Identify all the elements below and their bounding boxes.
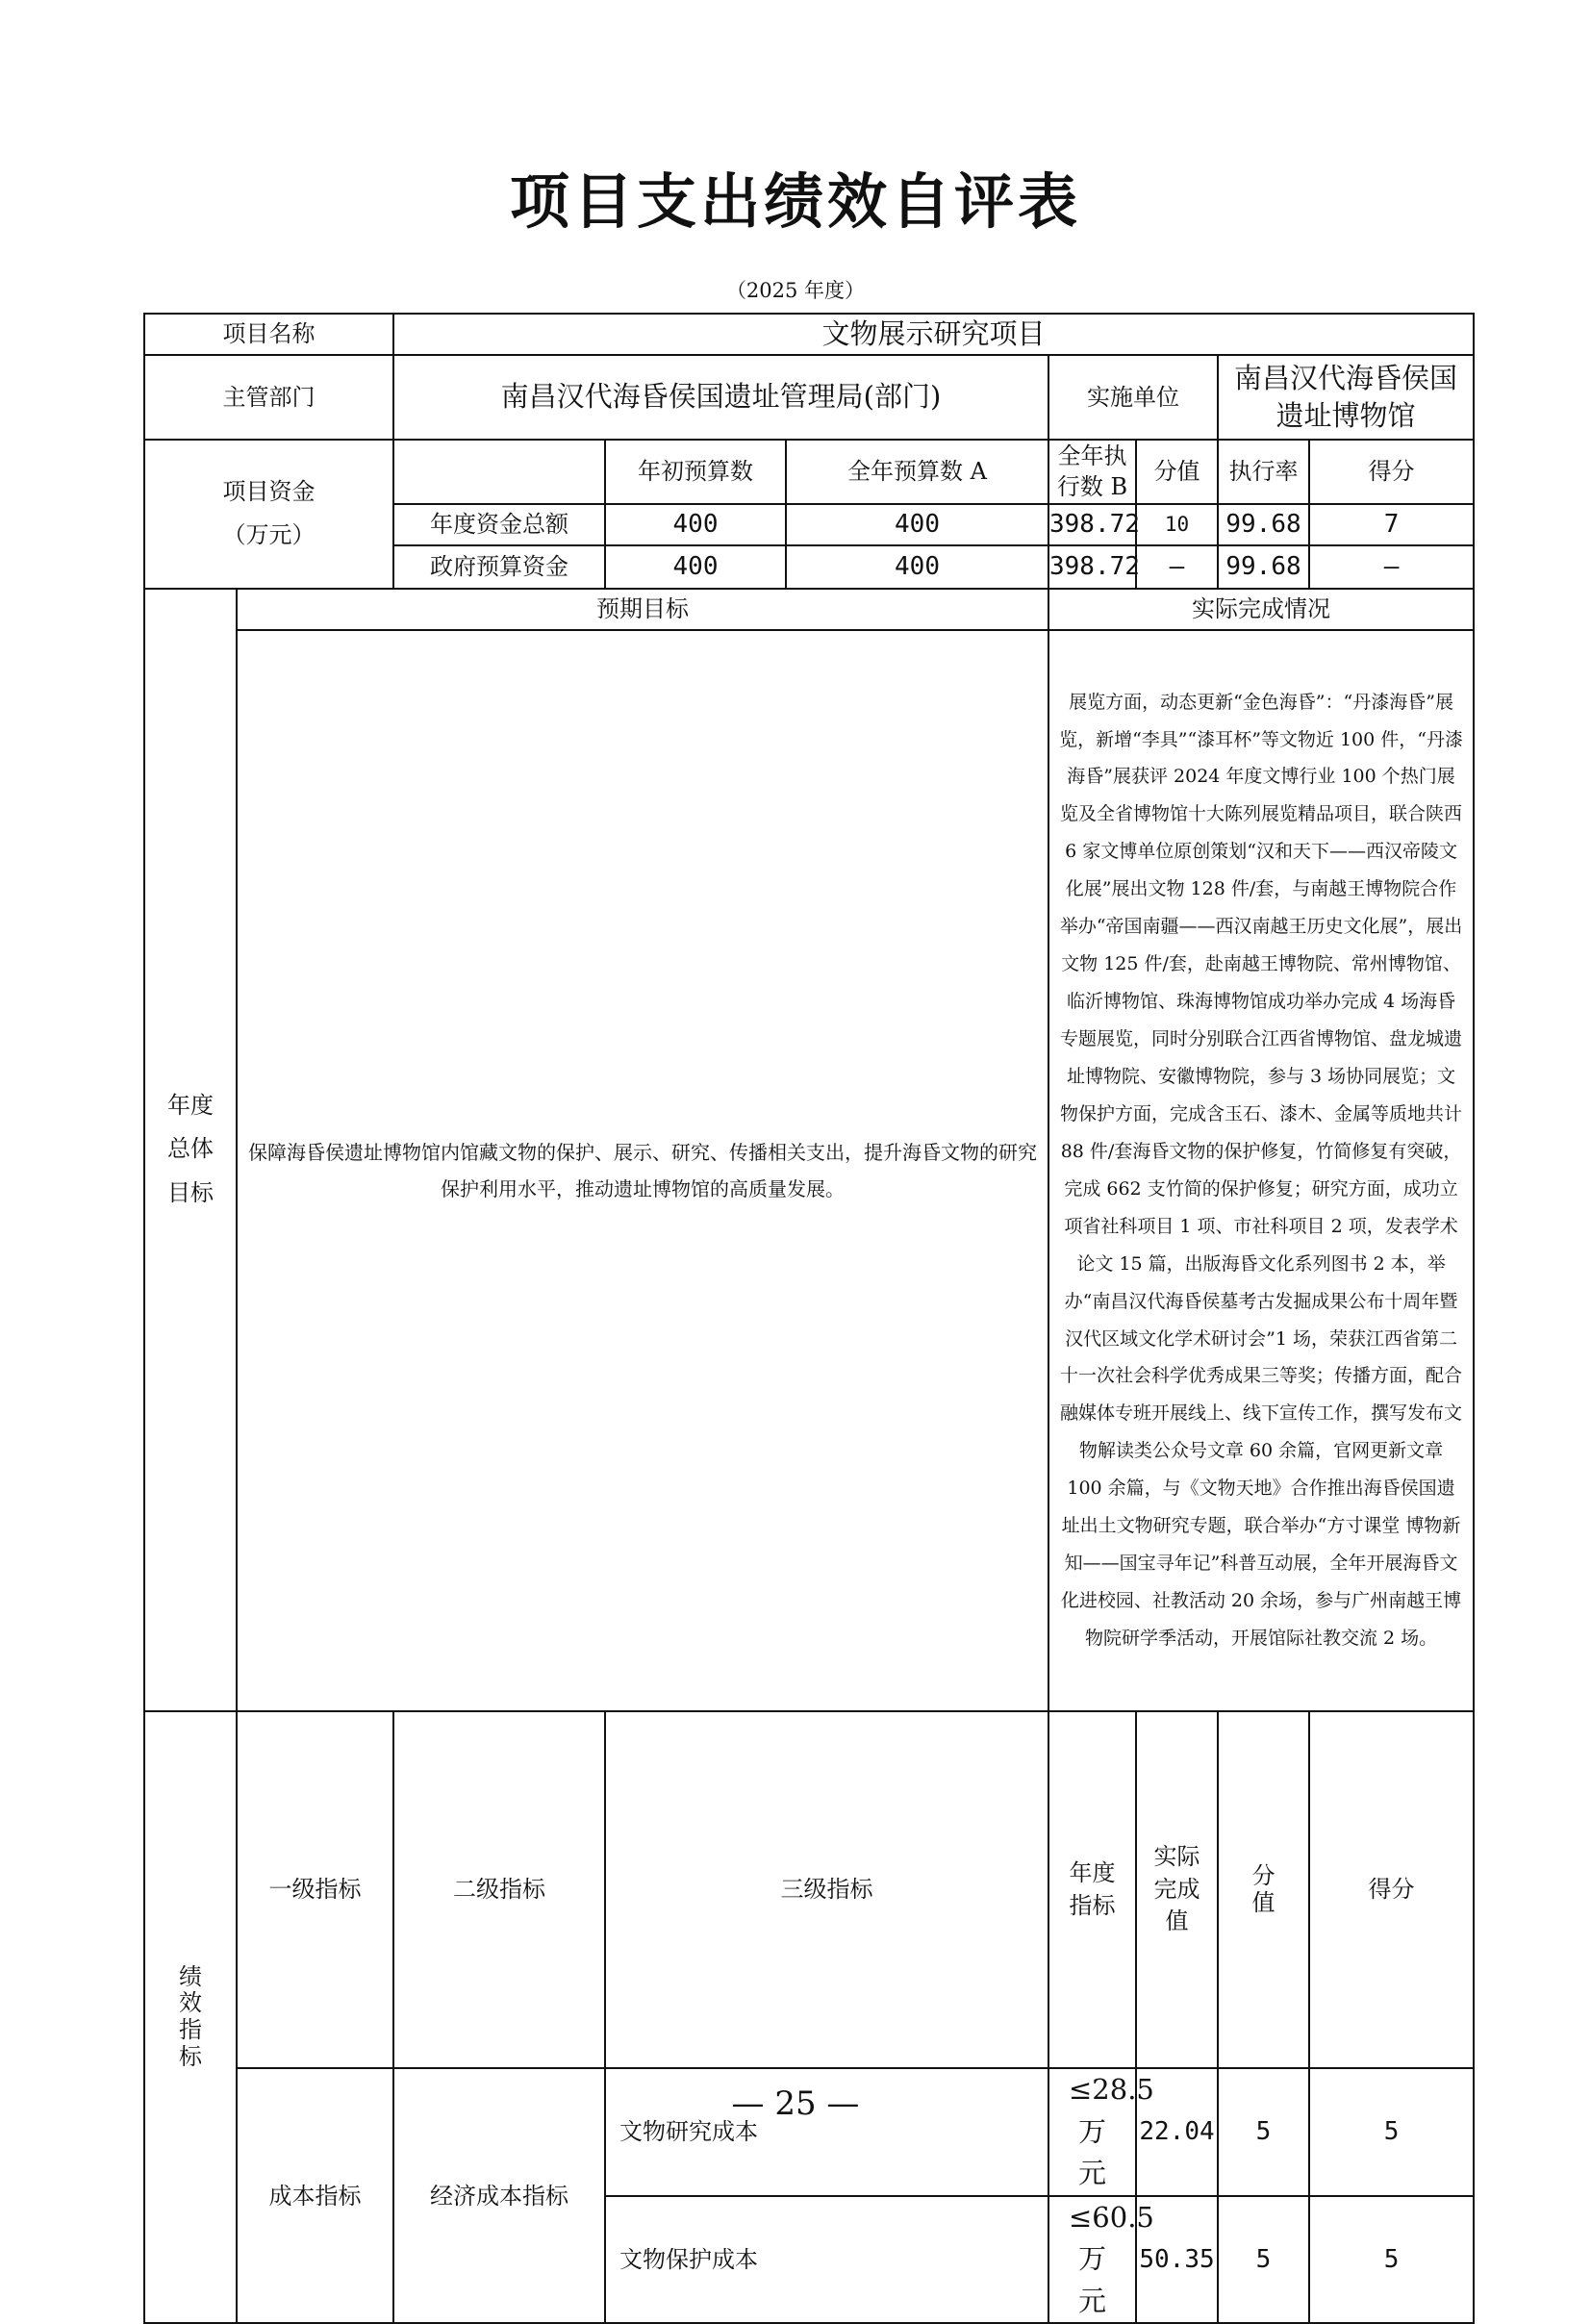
funds-header-score: 得分 (1309, 440, 1474, 504)
performance-table (143, 313, 1475, 2324)
funds-header-blank (393, 440, 605, 504)
indicator-header-level1: 一级指标 (237, 1711, 393, 2069)
funds-row-full: 400 (786, 545, 1048, 589)
indicator-score: 5 (1309, 2196, 1474, 2324)
page-number: — 25 — (731, 2084, 860, 2123)
dept-name: 南昌汉代海昏侯国遗址管理局(部门) (393, 355, 1048, 440)
dept-label: 主管部门 (144, 355, 393, 440)
indicator-target: ≤28.5万元 (1048, 2068, 1136, 2196)
funds-header-rate: 执行率 (1218, 440, 1309, 504)
funds-row-rate: 99.68 (1218, 504, 1309, 545)
indicator-target: ≤60.5万元 (1048, 2196, 1136, 2324)
funds-row-exec: 398.72 (1048, 504, 1136, 545)
actual-header: 实际完成情况 (1048, 589, 1474, 630)
indicator-header-row (144, 1711, 1474, 2069)
indicator-name: 文物研究成本 (605, 2068, 1048, 2196)
goals-header-row (144, 589, 1474, 630)
funds-row-exec: 398.72 (1048, 545, 1136, 589)
indicator-name: 文物保护成本 (605, 2196, 1048, 2324)
funds-row-score-val: — (1136, 545, 1218, 589)
indicator-header-score: 得分 (1309, 1711, 1474, 2069)
funds-label: 项目资金 (222, 477, 316, 505)
indicator-score: 5 (1309, 2068, 1474, 2196)
funds-row-label: 政府预算资金 (393, 545, 605, 589)
indicator-level2: 经济成本指标 (393, 2068, 605, 2323)
actual-result-text: 展览方面，动态更新“金色海昏”：“丹漆海昏”展览，新增“李具”“漆耳杯”等文物近 100 件，“丹漆海昏”展获评 2024 年度文博行业 100 个热门展览及全省博物馆十大陈列展览精品项目，联合陕西 6 家文博单位原创策划“汉和天下——西汉帝陵文化展”展出文物 128 件/套，与南越王博物院合作举办“帝国南疆——西汉南越王历史文化展”，展出文物 125 件/套，赴南越王博物院、常州博物馆、临沂博物馆、珠海博物馆成功举办完成 4 场海昏专题展览，同时分别联合江西省博物馆、盘龙城遗址博物院、安徽博物院，参与 3 场协同展览；文物保护方面，完成含玉石、漆木、金属等质地共计 88 件/套海昏文物的保护修复，竹简修复有突破，完成 662 支竹简的保护修复；研究方面，成功立项省社科项目 1 项、市社科项目 2 项，发表学术论文 15 篇，出版海昏文化系列图书 2 本，举办“南昌汉代海昏侯墓考古发掘成果公布十周年暨汉代区域文化学术研讨会”1 场，荣获江西省第二十一次社会科学优秀成果三等奖；传播方面，配合融媒体专班开展线上、线下宣传工作，撰写发布文物解读类公众号文章 60 余篇，官网更新文章 100 余篇，与《文物天地》合作推出海昏侯国遗址出土文物研究专题，联合举办“方寸课堂 博物新知——国宝寻年记”科普互动展，全年开展海昏文化进校园、社教活动 20 余场，参与广州南越王博物院研学季活动，开展馆际社教交流 2 场。 (1048, 630, 1474, 1711)
page-title: 项目支出绩效自评表 (509, 166, 1081, 237)
goals-side-label: 年度总体目标 (144, 589, 237, 1711)
expected-goal-text: 保障海昏侯遗址博物馆内馆藏文物的保护、展示、研究、传播相关支出，提升海昏文物的研究保护利用水平，推动遗址博物馆的高质量发展。 (237, 630, 1048, 1711)
unit-label: 实施单位 (1048, 355, 1218, 440)
indicator-score-val: 5 (1218, 2068, 1309, 2196)
funds-row-rate: 99.68 (1218, 545, 1309, 589)
indicator-actual: 22.04 (1136, 2068, 1218, 2196)
funds-row-score-val: 10 (1136, 504, 1218, 545)
funds-header-row (144, 440, 1474, 504)
expected-header: 预期目标 (237, 589, 1048, 630)
department-row (144, 355, 1474, 440)
indicator-header-level2: 二级指标 (393, 1711, 605, 2069)
project-name: 文物展示研究项目 (393, 314, 1474, 355)
funds-unit: （万元） (222, 521, 316, 549)
indicator-header-level3: 三级指标 (605, 1711, 1048, 2069)
indicator-header-target: 年度指标 (1048, 1711, 1136, 2069)
funds-header-full: 全年预算数 A (786, 440, 1048, 504)
funds-row-full: 400 (786, 504, 1048, 545)
indicator-header-score-val: 分值 (1218, 1711, 1309, 2069)
indicator-score-val: 5 (1218, 2196, 1309, 2324)
funds-row-init: 400 (605, 504, 786, 545)
goals-content-row (144, 630, 1474, 1711)
project-name-row (144, 314, 1474, 355)
funds-row-init: 400 (605, 545, 786, 589)
funds-header-exec: 全年执行数 B (1048, 440, 1136, 504)
funds-header-init: 年初预算数 (605, 440, 786, 504)
funds-row-label: 年度资金总额 (393, 504, 605, 545)
indicators-side-label: 绩效指标 (144, 1711, 237, 2324)
funds-label-cell (144, 440, 393, 589)
indicator-header-actual: 实际完成值 (1136, 1711, 1218, 2069)
funds-row-score: — (1309, 545, 1474, 589)
funds-header-score-val: 分值 (1136, 440, 1218, 504)
year-label: （2025 年度） (725, 279, 866, 302)
project-name-label: 项目名称 (144, 314, 393, 355)
indicator-actual: 50.35 (1136, 2196, 1218, 2324)
indicator-level1: 成本指标 (237, 2068, 393, 2323)
unit-name: 南昌汉代海昏侯国遗址博物馆 (1218, 355, 1474, 440)
funds-row-score: 7 (1309, 504, 1474, 545)
